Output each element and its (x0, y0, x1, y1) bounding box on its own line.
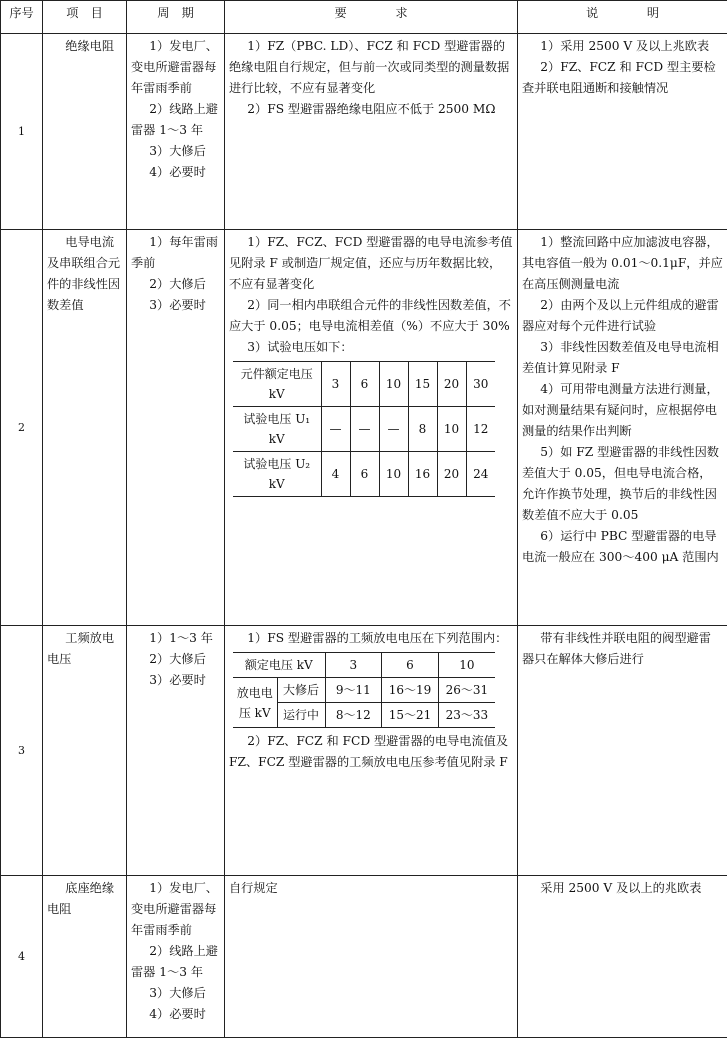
table-row (233, 452, 495, 497)
requirement-line: 2）FS 型避雷器绝缘电阻应不低于 2500 MΩ (229, 99, 513, 120)
requirement-line: 2）同一相内串联组合元件的非线性因数差值，不应大于 0.05；电导电流相差值（%）不应大于 30% (229, 295, 513, 337)
item-name: 底座绝缘电阻 (43, 876, 127, 1038)
requirements-cell (225, 876, 518, 1038)
test-voltage-u2-label: 试验电压 U₂ kV (233, 452, 321, 497)
header-item: 项 目 (43, 1, 127, 34)
notes-cell (518, 876, 727, 1038)
table-row (233, 653, 495, 678)
period-line: 3）必要时 (131, 670, 220, 691)
row-number: 2 (1, 230, 43, 626)
note-line: 带有非线性并联电阻的阀型避雷器只在解体大修后进行 (522, 628, 723, 670)
requirement-line: 2）FZ、FCZ 和 FCD 型避雷器的电导电流值及 FZ、FCZ 型避雷器的工频放电电压参考值见附录 F (229, 731, 513, 773)
period-line: 1）发电厂、变电所避雷器每年雷雨季前 (131, 878, 220, 941)
table-cell: 15～21 (382, 703, 439, 728)
period-line: 1）发电厂、变电所避雷器每年雷雨季前 (131, 36, 220, 99)
note-line: 1）整流回路中应加滤波电容器，其电容值一般为 0.01～0.1μF，并应在高压侧测量电流 (522, 232, 723, 295)
table-cell: 10 (379, 362, 408, 407)
table-cell: 8 (408, 407, 437, 452)
header-period: 周 期 (127, 1, 225, 34)
note-line: 3）非线性因数差值及电导电流相差值计算见附录 F (522, 337, 723, 379)
table-cell: 9～11 (325, 678, 382, 703)
period-line: 1）每年雷雨季前 (131, 232, 220, 274)
discharge-voltage-table (233, 652, 495, 728)
table-cell: 10 (438, 653, 495, 678)
table-row (233, 678, 495, 703)
item-name: 绝缘电阻 (43, 34, 127, 230)
notes-cell (518, 626, 727, 876)
table-cell: 8～12 (325, 703, 382, 728)
table-cell: 20 (437, 452, 466, 497)
table-cell: 23～33 (438, 703, 495, 728)
note-line: 2）FZ、FCZ 和 FCD 型主要检查并联电阻通断和接触情况 (522, 57, 723, 99)
item-name: 电导电流及串联组合元件的非线性因数差值 (43, 230, 127, 626)
note-line: 4）可用带电测量方法进行测量，如对测量结果有疑问时，应根据停电测量的结果作出判断 (522, 379, 723, 442)
requirement-line: 自行规定 (229, 878, 513, 899)
period-cell (127, 230, 225, 626)
table-cell: 15 (408, 362, 437, 407)
table-row (233, 362, 495, 407)
requirement-line: 1）FZ、FCZ、FCD 型避雷器的电导电流参考值见附录 F 或制造厂规定值，还应与历年数据比较，不应有显著变化 (229, 232, 513, 295)
table-cell: 16～19 (382, 678, 439, 703)
header-seq: 序号 (1, 1, 43, 34)
requirements-cell (225, 230, 518, 626)
period-line: 2）大修后 (131, 649, 220, 670)
rated-voltage-label: 元件额定电压 kV (233, 362, 321, 407)
period-line: 2）线路上避雷器 1～3 年 (131, 941, 220, 983)
note-line: 5）如 FZ 型避雷器的非线性因数差值大于 0.05，但电导电流合格，允许作换节处理，换节后的非线性因数差值不应大于 0.05 (522, 442, 723, 526)
requirement-line: 1）FS 型避雷器的工频放电电压在下列范围内： (229, 628, 513, 649)
period-line: 4）必要时 (131, 1004, 220, 1025)
table-cell: 24 (466, 452, 495, 497)
notes-cell (518, 34, 727, 230)
table-cell: — (350, 407, 379, 452)
period-cell (127, 34, 225, 230)
period-line: 3）大修后 (131, 141, 220, 162)
table-cell: 20 (437, 362, 466, 407)
header-notes: 说 明 (518, 1, 727, 34)
period-line: 2）线路上避雷器 1～3 年 (131, 99, 220, 141)
table-cell: 4 (321, 452, 350, 497)
header-requirements: 要 求 (225, 1, 518, 34)
table-cell: 26～31 (438, 678, 495, 703)
requirements-cell (225, 626, 518, 876)
notes-cell (518, 230, 727, 626)
running-label: 运行中 (277, 703, 325, 728)
row-number: 3 (1, 626, 43, 876)
test-voltage-table (233, 361, 495, 497)
table-cell: 6 (350, 362, 379, 407)
table-row (1, 34, 727, 230)
note-line: 采用 2500 V 及以上的兆欧表 (522, 878, 723, 899)
period-line: 4）必要时 (131, 162, 220, 183)
note-line: 1）采用 2500 V 及以上兆欧表 (522, 36, 723, 57)
table-cell: 30 (466, 362, 495, 407)
period-line: 2）大修后 (131, 274, 220, 295)
requirement-line: 3）试验电压如下： (229, 337, 513, 358)
period-line: 1）1～3 年 (131, 628, 220, 649)
note-line: 6）运行中 PBC 型避雷器的电导电流一般应在 300～400 μA 范围内 (522, 526, 723, 568)
discharge-voltage-label: 放电电压 kV (233, 678, 277, 728)
table-cell: 3 (321, 362, 350, 407)
table-row (233, 407, 495, 452)
row-number: 1 (1, 34, 43, 230)
table-row (1, 230, 727, 626)
test-voltage-u1-label: 试验电压 U₁ kV (233, 407, 321, 452)
period-line: 3）必要时 (131, 295, 220, 316)
table-cell: — (379, 407, 408, 452)
table-cell: 10 (379, 452, 408, 497)
period-line: 3）大修后 (131, 983, 220, 1004)
table-cell: 6 (350, 452, 379, 497)
item-name: 工频放电电压 (43, 626, 127, 876)
table-row (1, 876, 727, 1038)
table-cell: 3 (325, 653, 382, 678)
table-cell: 16 (408, 452, 437, 497)
period-cell (127, 626, 225, 876)
table-cell: 6 (382, 653, 439, 678)
table-cell: 12 (466, 407, 495, 452)
requirement-line: 1）FZ（PBC. LD）、FCZ 和 FCD 型避雷器的绝缘电阻自行规定，但与前一次或同类型的测量数据进行比较，不应有显著变化 (229, 36, 513, 99)
table-cell: 10 (437, 407, 466, 452)
overhaul-label: 大修后 (277, 678, 325, 703)
table-cell: — (321, 407, 350, 452)
rated-voltage-label: 额定电压 kV (233, 653, 325, 678)
table-row (1, 626, 727, 876)
requirements-cell (225, 34, 518, 230)
row-number: 4 (1, 876, 43, 1038)
table-header (1, 1, 727, 34)
period-cell (127, 876, 225, 1038)
note-line: 2）由两个及以上元件组成的避雷器应对每个元件进行试验 (522, 295, 723, 337)
